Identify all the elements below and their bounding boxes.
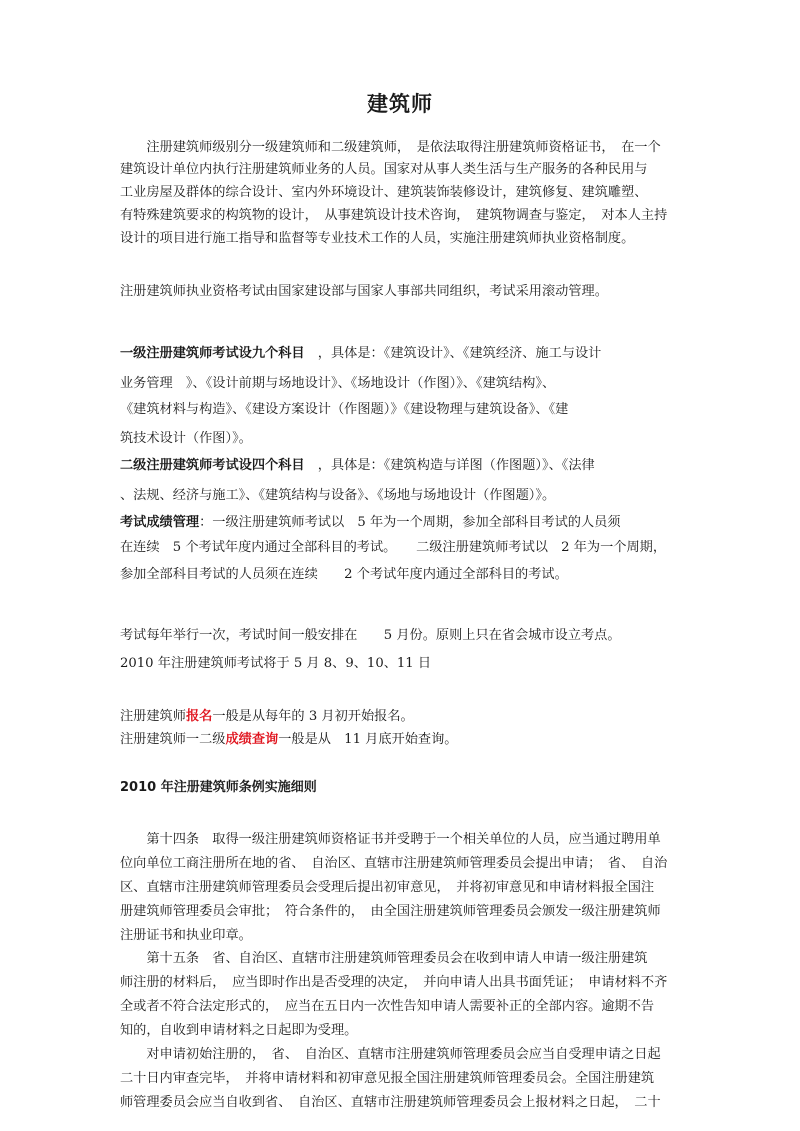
level1-text: ，具体是：《建筑设计》、《建筑经济、施工与设计: [304, 346, 602, 361]
scores-line: [120, 514, 690, 532]
signup-highlight: 报名: [185, 709, 213, 724]
intro-line: 工业房屋及群体的综合设计、室内外环境设计、建筑装饰装修设计，建筑修复、建筑雕塑、: [120, 185, 648, 200]
initial-line: 师管理委员会应当自收到省、 自治区、直辖市注册建筑师管理委员会上报材料之日起， 二十: [120, 1095, 661, 1110]
section-title: 2010 年注册建筑师条例实施细则: [120, 780, 317, 795]
query-suffix: 一般是从 11 月底开始查询。: [278, 732, 458, 747]
query-prefix: 注册建筑师一二级: [120, 732, 226, 747]
signup-prefix: 注册建筑师: [120, 709, 186, 724]
level2-heading: 二级注册建筑师考试设四个科目: [120, 458, 305, 473]
level1-heading: 一级注册建筑师考试设九个科目: [120, 346, 305, 361]
intro-line: 有特殊建筑要求的构筑物的设计， 从事建筑设计技术咨询， 建筑物调查与鉴定， 对本人主持: [120, 208, 668, 223]
query-line: [120, 731, 690, 749]
level1-line: 《建筑材料与构造》、《建设方案设计（作图题）》《建设物理与建筑设备》、《建: [120, 402, 569, 417]
article14-line: 注册证书和执业印章。: [120, 928, 252, 943]
scores-text: ：一级注册建筑师考试以 5 年为一个周期，参加全部科目考试的人员须: [199, 515, 621, 530]
level2-line: [120, 457, 690, 475]
organize-text: 注册建筑师执业资格考试由国家建设部与国家人事部共同组织，考试采用滚动管理。: [120, 284, 608, 299]
article14-line: 册建筑师管理委员会审批； 符合条件的， 由全国注册建筑师管理委员会颁发一级注册建筑师: [120, 904, 661, 919]
level1-line: 业务管理 》、《设计前期与场地设计》、《场地设计（作图）》、《建筑结构》、: [120, 376, 556, 391]
page-title: 建筑师: [367, 92, 433, 116]
query-highlight: 成绩查询: [225, 732, 279, 747]
scores-line: 参加全部科目考试的人员须在连续 2 个考试年度内通过全部科目的考试。: [120, 567, 568, 582]
level2-text: ，具体是：《建筑构造与详图（作图题）》、《法律: [304, 458, 595, 473]
signup-line: [120, 708, 690, 726]
level1-line: 筑技术设计（作图）》。: [120, 431, 252, 446]
level2-line: 、法规、经济与施工》、《建筑结构与设备》、《场地与场地设计（作图题）》。: [120, 488, 556, 503]
article14-line: 区、直辖市注册建筑师管理委员会受理后提出初审意见， 并将初审意见和申请材料报全国注: [120, 880, 655, 895]
initial-line: 对申请初始注册的， 省、 自治区、直辖市注册建筑师管理委员会应当自受理申请之日起: [120, 1047, 661, 1062]
article14-line: 位向单位工商注册所在地的省、 自治区、直辖市注册建筑师管理委员会提出申请； 省、 自治: [120, 856, 668, 871]
schedule-line: 2010 年注册建筑师考试将于 5 月 8、9、10、11 日: [120, 656, 432, 671]
article15-line: 全或者不符合法定形式的， 应当在五日内一次性告知申请人需要补正的全部内容。逾期不告: [120, 999, 655, 1014]
signup-suffix: 一般是从每年的 3 月初开始报名。: [212, 709, 414, 724]
initial-line: 二十日内审查完毕， 并将申请材料和初审意见报全国注册建筑师管理委员会。全国注册建筑: [120, 1071, 655, 1086]
article15-line: 知的，自收到申请材料之日起即为受理。: [120, 1023, 358, 1038]
intro-line: 建筑设计单位内执行注册建筑师业务的人员。国家对从事人类生活与生产服务的各种民用与: [120, 162, 648, 177]
schedule-line: 考试每年举行一次，考试时间一般安排在 5 月份。原则上只在省会城市设立考点。: [120, 628, 621, 643]
article15-line: 师注册的材料后， 应当即时作出是否受理的决定， 并向申请人出具书面凭证； 申请材料不齐: [120, 975, 668, 990]
scores-heading: 考试成绩管理: [120, 515, 200, 530]
scores-line: 在连续 5 个考试年度内通过全部科目的考试。 二级注册建筑师考试以 2 年为一个周期，: [120, 540, 667, 555]
intro-line: 设计的项目进行施工指导和监督等专业技术工作的人员，实施注册建筑师执业资格制度。: [120, 231, 635, 246]
article14-line: 第十四条 取得一级注册建筑师资格证书并受聘于一个相关单位的人员，应当通过聘用单: [120, 832, 661, 847]
article15-line: 第十五条 省、自治区、直辖市注册建筑师管理委员会在收到申请人申请一级注册建筑: [120, 951, 648, 966]
level1-line: [120, 345, 690, 363]
intro-line: 注册建筑师级别分一级建筑师和二级建筑师， 是依法取得注册建筑师资格证书， 在一个: [120, 140, 661, 155]
